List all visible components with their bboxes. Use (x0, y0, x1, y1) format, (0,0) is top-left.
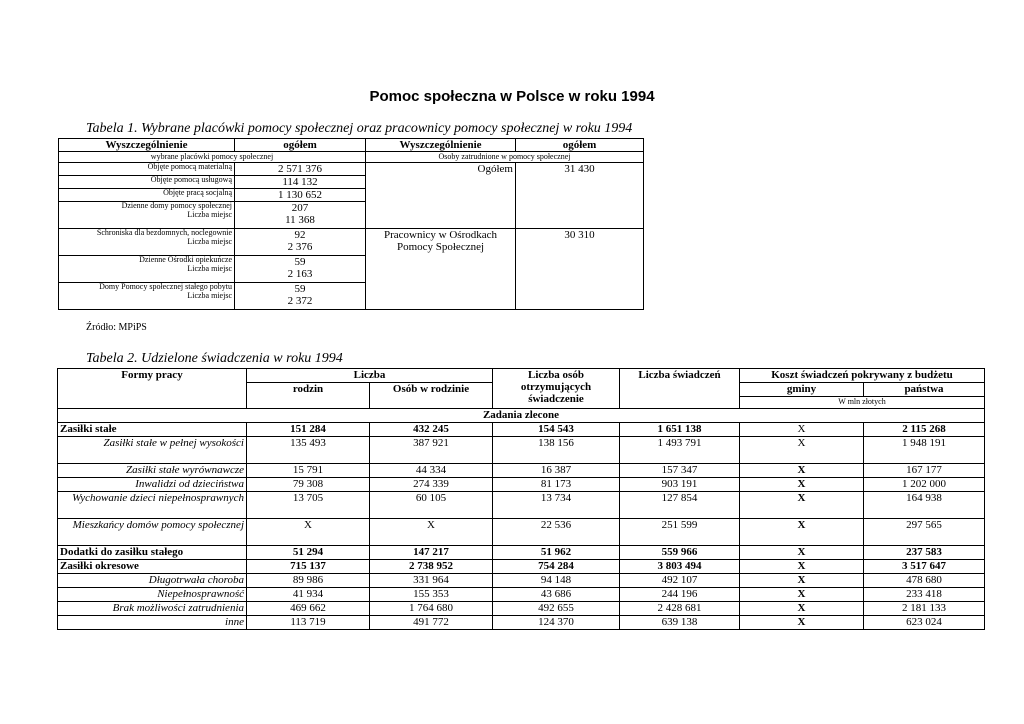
row-cell: 491 772 (370, 616, 493, 630)
t1-row-value-main: 59 (294, 283, 306, 296)
table-row (58, 574, 985, 588)
row-cell: X (740, 602, 864, 616)
row-cell: 2 428 681 (620, 602, 740, 616)
document-title: Pomoc społeczna w Polsce w roku 1994 (369, 88, 655, 105)
row-cell: 559 966 (620, 546, 740, 560)
t1-row-label-sub: Liczba miejsc (187, 291, 232, 301)
table-row (58, 588, 985, 602)
row-cell: 1 651 138 (620, 423, 740, 437)
row-cell: 1 493 791 (620, 437, 740, 464)
t1-header-total: ogółem (235, 139, 366, 152)
t2-header-gminy: gminy (740, 383, 864, 397)
row-cell: X (740, 437, 864, 464)
row-cell: 154 543 (493, 423, 620, 437)
row-cell: 2 115 268 (864, 423, 985, 437)
t1-row-value: 1 130 652 (235, 189, 366, 202)
t1-row-label-main: Schroniska dla bezdomnych, noclegownie (96, 228, 232, 238)
table-row (58, 437, 985, 464)
t1-row-value-sub: 2 372 (287, 295, 313, 308)
row-cell: 623 024 (864, 616, 985, 630)
t1-row-value (235, 283, 366, 310)
row-cell: 1 202 000 (864, 478, 985, 492)
row-label: Zasiłki stałe (58, 423, 247, 437)
row-cell: X (740, 588, 864, 602)
row-cell: 715 137 (247, 560, 370, 574)
table-row (58, 616, 985, 630)
t2-header-koszt: Koszt świadczeń pokrywany z budżetu (740, 369, 985, 383)
t1-header-item: Wyszczególnienie (59, 139, 235, 152)
row-cell: 155 353 (370, 588, 493, 602)
table-row (58, 423, 985, 437)
t1-row-label-main: Dzienne Ośrodki opiekuńcze (139, 255, 232, 265)
row-cell: 147 217 (370, 546, 493, 560)
row-cell: X (740, 519, 864, 546)
row-cell: 51 962 (493, 546, 620, 560)
t1-right-value: 30 310 (516, 229, 644, 310)
row-cell: 244 196 (620, 588, 740, 602)
t1-row-value-main: 207 (291, 202, 309, 215)
row-cell: 639 138 (620, 616, 740, 630)
t1-row-label-sub: Liczba miejsc (187, 237, 232, 247)
row-cell: 157 347 (620, 464, 740, 478)
row-cell: X (370, 519, 493, 546)
t2-section-heading: Zadania zlecone (58, 409, 985, 423)
row-cell: 387 921 (370, 437, 493, 464)
row-cell: 3 803 494 (620, 560, 740, 574)
row-cell: 167 177 (864, 464, 985, 478)
row-label: Zasiłki stałe w pełnej wysokości (58, 437, 247, 464)
t1-row-value-main: 92 (294, 229, 306, 242)
row-cell: 237 583 (864, 546, 985, 560)
t1-row-value (235, 229, 366, 256)
t1-right-label: Ogółem (366, 163, 516, 229)
row-cell: 43 686 (493, 588, 620, 602)
t1-row-label (59, 229, 235, 256)
t1-row-label: Objęte pomocą usługową (59, 176, 235, 189)
row-cell: 2 738 952 (370, 560, 493, 574)
t1-subheader-right: Osoby zatrudnione w pomocy społecznej (366, 152, 644, 163)
t2-header-liczba-swiadczen: Liczba świadczeń (620, 369, 740, 409)
t1-row-value (235, 202, 366, 229)
t2-header-formy: Formy pracy (58, 369, 247, 409)
row-cell: 469 662 (247, 602, 370, 616)
row-cell: 478 680 (864, 574, 985, 588)
row-cell: 81 173 (493, 478, 620, 492)
row-label: Wychowanie dzieci niepełnosprawnych (58, 492, 247, 519)
row-cell: 22 536 (493, 519, 620, 546)
t2-header-liczba: Liczba (247, 369, 493, 383)
row-cell: 2 181 133 (864, 602, 985, 616)
row-cell: 1 948 191 (864, 437, 985, 464)
row-cell: 13 734 (493, 492, 620, 519)
row-cell: 60 105 (370, 492, 493, 519)
row-label: Zasiłki okresowe (58, 560, 247, 574)
row-cell: 44 334 (370, 464, 493, 478)
row-cell: 3 517 647 (864, 560, 985, 574)
table2 (57, 368, 985, 630)
t1-row-label (59, 256, 235, 283)
row-cell: 13 705 (247, 492, 370, 519)
row-cell: X (740, 423, 864, 437)
row-cell: X (740, 616, 864, 630)
row-cell: 164 938 (864, 492, 985, 519)
t1-row-label (59, 283, 235, 310)
row-cell: 492 107 (620, 574, 740, 588)
t2-unit-note: W mln złotych (740, 397, 985, 409)
row-label: Mieszkańcy domów pomocy społecznej (58, 519, 247, 546)
t1-row-label-sub: Liczba miejsc (187, 264, 232, 274)
row-label: inne (58, 616, 247, 630)
row-cell: 89 986 (247, 574, 370, 588)
t2-header-liczba-osob: Liczba osób otrzymujących świadczenie (493, 369, 620, 409)
t1-right-value: 31 430 (516, 163, 644, 229)
table-row (58, 519, 985, 546)
t1-row-value: 114 132 (235, 176, 366, 189)
row-cell: 51 294 (247, 546, 370, 560)
t1-row-label-sub: Liczba miejsc (187, 210, 232, 220)
table-row (58, 464, 985, 478)
row-cell: 79 308 (247, 478, 370, 492)
row-cell: 41 934 (247, 588, 370, 602)
table-row (58, 602, 985, 616)
t1-subheader-left: wybrane placówki pomocy społecznej (59, 152, 366, 163)
row-label: Dodatki do zasiłku stałego (58, 546, 247, 560)
row-cell: 432 245 (370, 423, 493, 437)
table2-caption: Tabela 2. Udzielone świadczenia w roku 1994 (86, 351, 343, 366)
row-cell: X (740, 560, 864, 574)
t1-row-value-sub: 11 368 (285, 214, 315, 227)
row-cell: 1 764 680 (370, 602, 493, 616)
t1-right-label: Pracownicy w Ośrodkach Pomocy Społecznej (366, 229, 516, 310)
t1-header-total-right: ogółem (516, 139, 644, 152)
row-cell: 331 964 (370, 574, 493, 588)
row-label: Niepełnosprawność (58, 588, 247, 602)
row-cell: 127 854 (620, 492, 740, 519)
table1-source: Źródło: MPiPS (86, 322, 147, 333)
row-cell: 297 565 (864, 519, 985, 546)
row-cell: X (247, 519, 370, 546)
row-label: Inwalidzi od dzieciństwa (58, 478, 247, 492)
t1-row-value (235, 256, 366, 283)
t2-header-rodzin: rodzin (247, 383, 370, 409)
row-cell: 151 284 (247, 423, 370, 437)
row-cell: 113 719 (247, 616, 370, 630)
table1 (58, 138, 644, 310)
row-cell: 124 370 (493, 616, 620, 630)
table1-caption: Tabela 1. Wybrane placówki pomocy społecznej oraz pracownicy pomocy społecznej w roku 1994 (86, 121, 633, 136)
t1-row-label-main: Domy Pomocy społecznej stałego pobytu (99, 282, 232, 292)
row-cell: X (740, 492, 864, 519)
row-label: Długotrwała choroba (58, 574, 247, 588)
row-cell: X (740, 546, 864, 560)
row-cell: X (740, 464, 864, 478)
row-cell: 15 791 (247, 464, 370, 478)
row-cell: 233 418 (864, 588, 985, 602)
t1-row-value-sub: 2 376 (287, 241, 313, 254)
row-label: Brak możliwości zatrudnienia (58, 602, 247, 616)
t1-row-label-main: Dzienne domy pomocy społecznej (121, 201, 232, 211)
t2-header-osob: Osób w rodzinie (370, 383, 493, 409)
row-cell: 274 339 (370, 478, 493, 492)
t1-row-value-main: 59 (294, 256, 306, 269)
t1-row-label: Objęte pracą socjalną (59, 189, 235, 202)
row-cell: X (740, 478, 864, 492)
row-cell: 492 655 (493, 602, 620, 616)
t2-header-panstwa: państwa (864, 383, 985, 397)
table-row (58, 546, 985, 560)
row-cell: 135 493 (247, 437, 370, 464)
row-cell: 138 156 (493, 437, 620, 464)
t1-row-value-sub: 2 163 (287, 268, 313, 281)
row-cell: 16 387 (493, 464, 620, 478)
row-cell: 251 599 (620, 519, 740, 546)
row-cell: X (740, 574, 864, 588)
table-row (58, 478, 985, 492)
row-cell: 94 148 (493, 574, 620, 588)
t1-row-label (59, 202, 235, 229)
t1-row-label: Objęte pomocą materialną (59, 163, 235, 176)
row-label: Zasiłki stałe wyrównawcze (58, 464, 247, 478)
table-row (58, 560, 985, 574)
table-row (58, 492, 985, 519)
row-cell: 754 284 (493, 560, 620, 574)
t1-row-value: 2 571 376 (235, 163, 366, 176)
row-cell: 903 191 (620, 478, 740, 492)
t1-header-item-right: Wyszczególnienie (366, 139, 516, 152)
